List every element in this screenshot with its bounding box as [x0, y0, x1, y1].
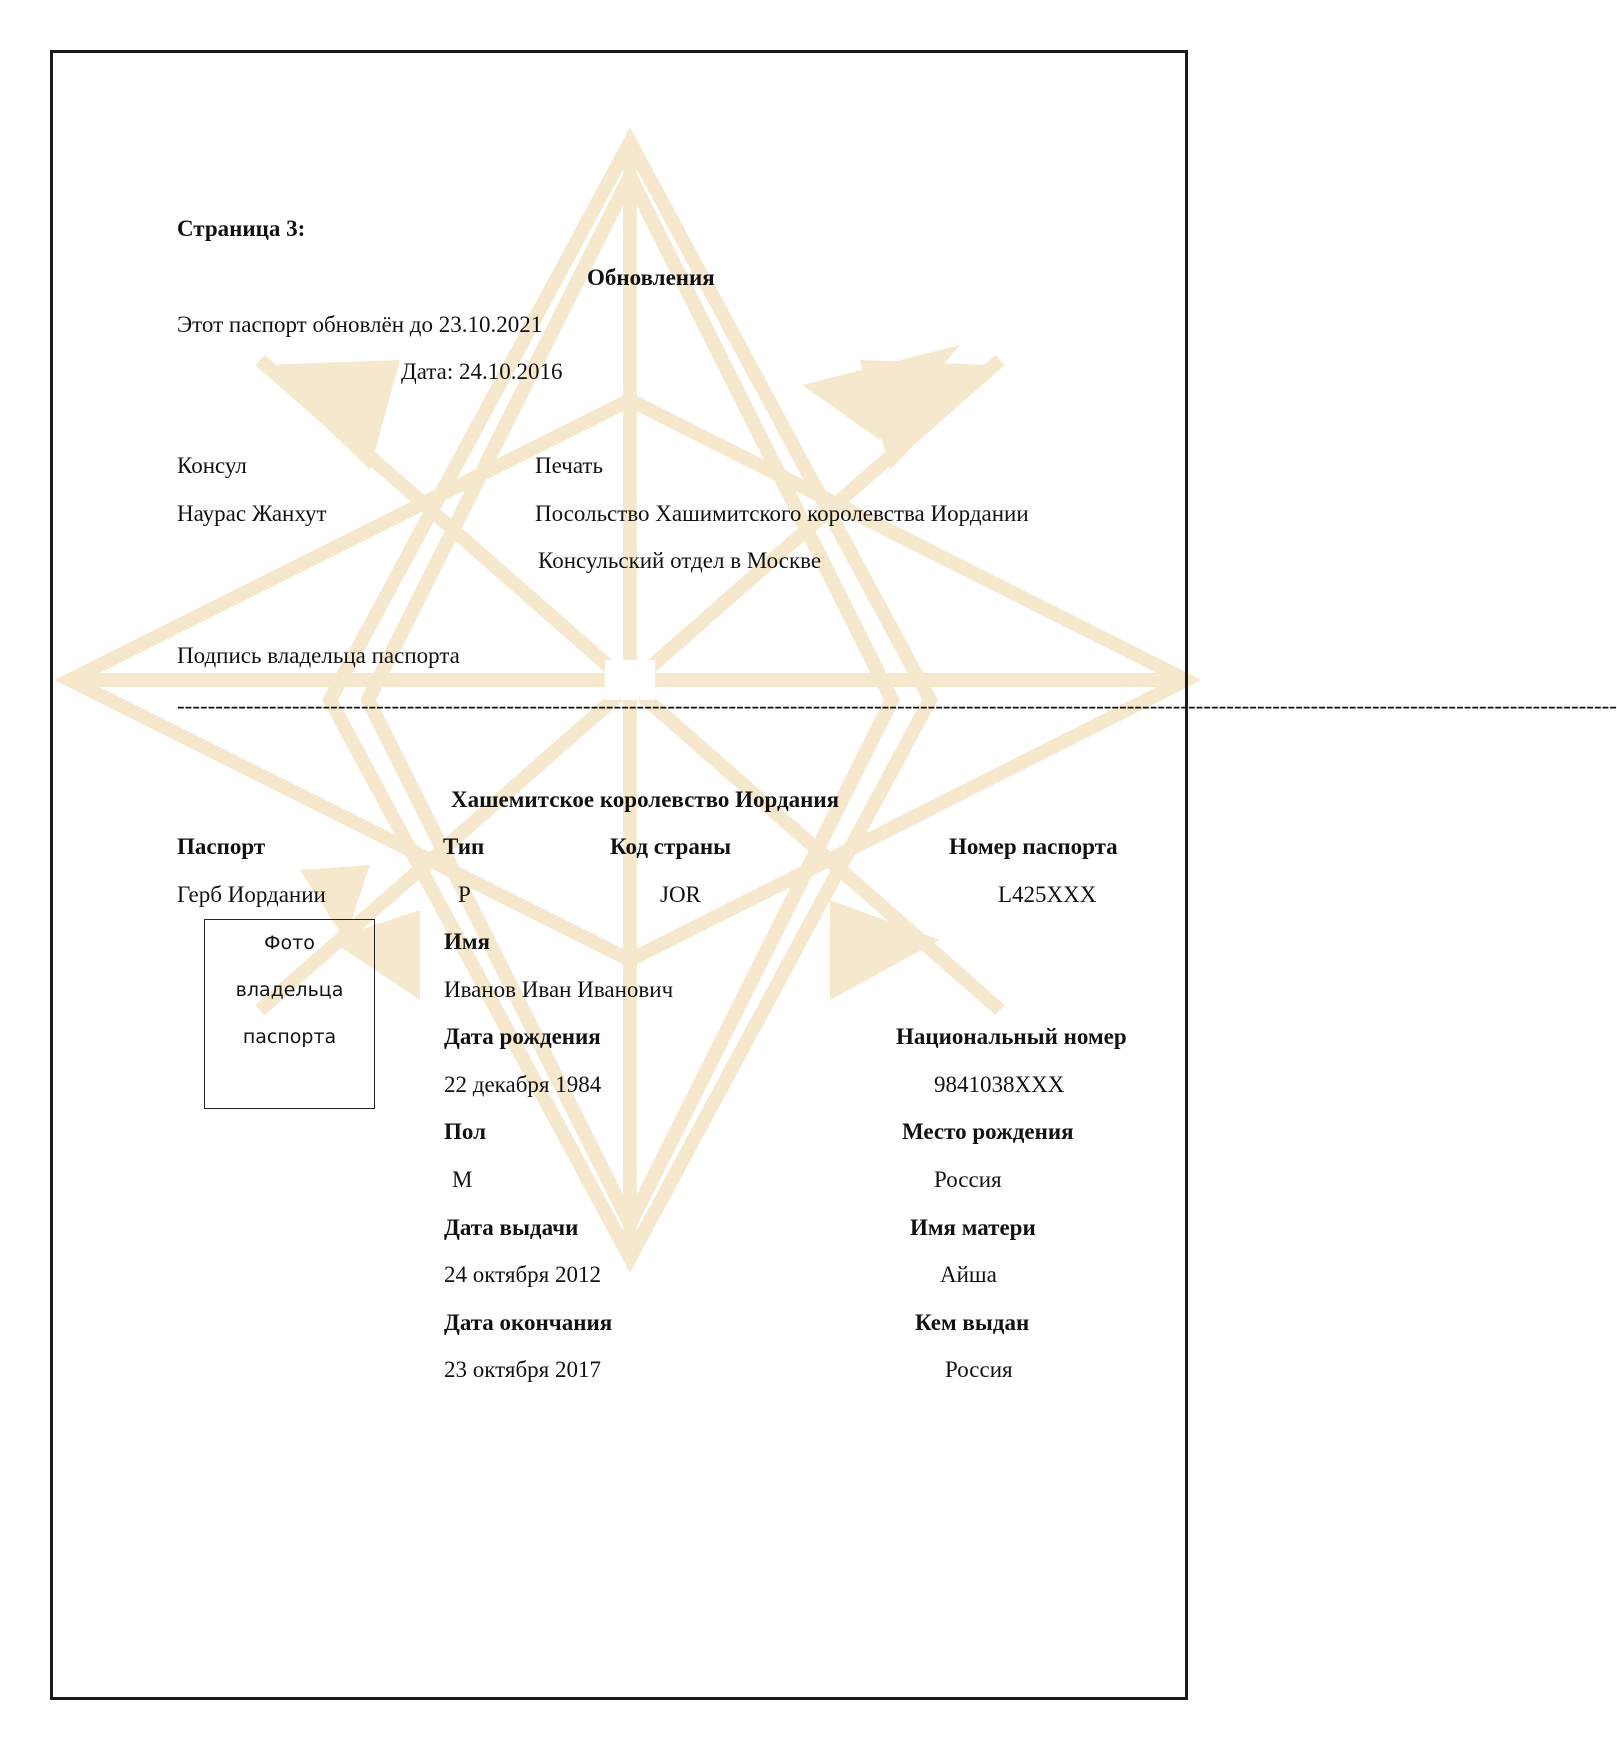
passport-number-value: L425XXX	[998, 882, 1097, 907]
issue-date-value: 24 октября 2012	[444, 1262, 601, 1287]
holder-signature-label: Подпись владельца паспорта	[177, 643, 460, 668]
issue-date-label: Дата выдачи	[444, 1215, 579, 1240]
country-code-value: JOR	[660, 882, 701, 907]
type-header: Тип	[443, 834, 485, 859]
updates-title: Обновления	[587, 265, 715, 290]
consul-name: Наурас Жанхут	[177, 501, 327, 526]
country-title: Хашемитское королевство Иордания	[451, 787, 840, 812]
name-label: Имя	[444, 929, 490, 954]
passport-number-header: Номер паспорта	[949, 834, 1118, 859]
sex-value: M	[452, 1167, 473, 1192]
birth-place-value: Россия	[934, 1167, 1002, 1192]
stamp-label: Печать	[535, 453, 603, 478]
update-date: Дата: 24.10.2016	[401, 359, 563, 384]
renewed-text: Этот паспорт обновлён до 23.10.2021	[177, 312, 543, 337]
cut-line-separator: --------------------------------------------------------------------------------------------------------------------------------------------------------------------------------------------	[177, 693, 1617, 718]
embassy-line2: Консульский отдел в Москве	[538, 548, 822, 573]
country-code-header: Код страны	[610, 834, 732, 859]
passport-header: Паспорт	[177, 834, 266, 859]
expiry-date-label: Дата окончания	[444, 1310, 613, 1335]
national-number-value: 9841038XXX	[934, 1072, 1065, 1097]
mother-name-label: Имя матери	[910, 1215, 1036, 1240]
expiry-date-value: 23 октября 2017	[444, 1357, 601, 1382]
photo-text-line: владельца	[235, 979, 344, 1001]
birth-place-label: Место рождения	[902, 1119, 1074, 1144]
name-value: Иванов Иван Иванович	[444, 977, 674, 1002]
consul-label: Консул	[177, 453, 247, 478]
emblem-label: Герб Иордании	[177, 882, 326, 907]
embassy-line1: Посольство Хашимитского королевства Иордании	[535, 501, 1029, 526]
page-border	[50, 50, 1617, 1700]
national-number-label: Национальный номер	[896, 1024, 1127, 1049]
issued-by-value: Россия	[945, 1357, 1013, 1382]
type-value: P	[458, 882, 471, 907]
issued-by-label: Кем выдан	[915, 1310, 1030, 1335]
sex-label: Пол	[444, 1119, 486, 1144]
holder-photo-placeholder	[204, 919, 375, 1109]
photo-text-line: Фото	[264, 932, 315, 954]
photo-text-line: паспорта	[242, 1026, 337, 1048]
birth-date-value: 22 декабря 1984	[444, 1072, 602, 1097]
birth-date-label: Дата рождения	[444, 1024, 601, 1049]
mother-name-value: Айша	[940, 1262, 997, 1287]
page-label: Страница 3:	[177, 216, 306, 241]
